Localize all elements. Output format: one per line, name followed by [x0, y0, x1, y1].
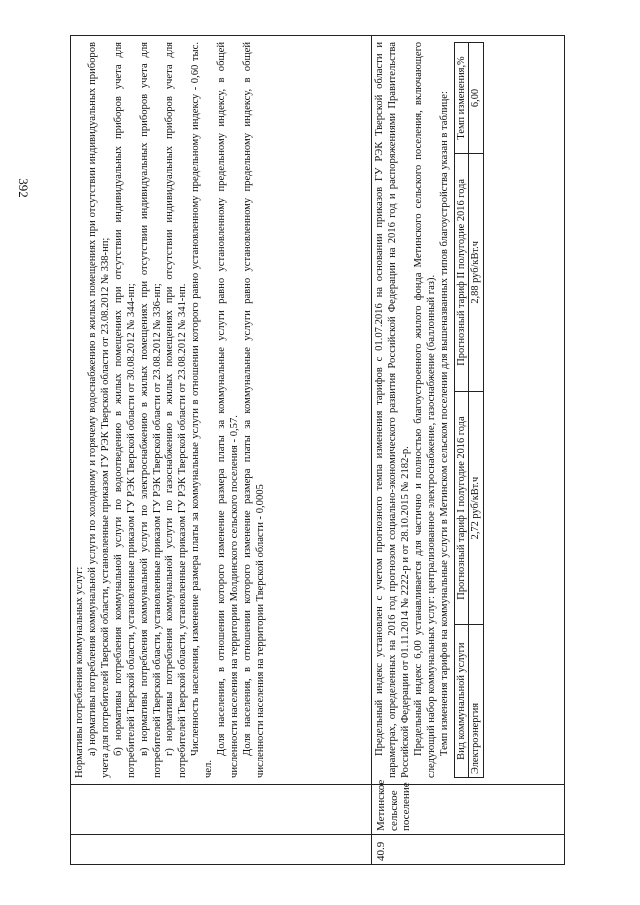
document-table — [70, 35, 565, 865]
paragraph: в) нормативы потребления коммунальной услуги по электроснабжению в жилых помещениях при отсутствии индивидуальных приборов учета для потребителей Тверской области, установленные приказом ГУ РЭК Тверской области от 23.08.2012 № 336-нп; — [138, 42, 163, 778]
row-content-cell — [371, 36, 564, 784]
tariff-table — [454, 42, 485, 778]
tariff-cell: 2,88 руб/кВт.ч — [469, 153, 484, 391]
paragraph: г) нормативы потребления коммунальной услуги по газоснабжению в жилых помещениях при отсутствии индивидуальных приборов учета для потребителей Тверской области, установленные приказом ГУ РЭК Тверской области от 23.08.2012 № 341-нп. — [164, 42, 189, 778]
tariff-cell: Электроэнергия — [469, 625, 484, 778]
row-number-cell: 40.9 — [371, 834, 564, 864]
paragraph: Доля населения, в отношении которого изменение размера платы за коммунальные услуги равно установленному предельному индексу, в общей численности населения на территории Молдинского сельского поселения - 0,57. — [216, 42, 241, 778]
row-content-cell — [71, 36, 371, 784]
tariff-cell: 2,72 руб/кВт.ч — [469, 391, 484, 625]
paragraph: Нормативы потребления коммунальных услуг: — [74, 566, 85, 778]
row-number-cell — [71, 834, 371, 864]
tariff-table-header — [454, 43, 469, 778]
tariff-table-row — [469, 43, 484, 778]
row-name-cell: Метинское сельское поселение — [371, 784, 564, 834]
rotated-page — [70, 35, 565, 865]
table-row — [71, 36, 372, 864]
tariff-cell: 6,00 — [469, 43, 484, 154]
header-cell: Вид коммунальной услуги — [454, 625, 469, 778]
header-cell: Прогнозный тариф II полугодие 2016 года — [454, 153, 469, 391]
paragraph: Численность населения, изменение размера платы за коммунальные услуги в отношении которого равно установленному предельному индексу - 0,60 тыс. чел. — [190, 42, 215, 778]
header-cell: Темп изменения,% — [454, 43, 469, 154]
paragraph: Предельный индекс 6,00 устанавливается для частично и полностью благоустроенного жилого фонда Метинского сельского поселения, включающего следующий набор коммунальных услуг: централизованное электроснабжение, газоснабжение (баллонный газ). — [412, 42, 437, 778]
row-name-cell — [71, 784, 371, 834]
paragraph: Темп изменения тарифов на коммунальные услуги в Метинском сельском поселении для вышеназванных типов благоустройства указан в таблице: — [438, 91, 450, 756]
table-row — [371, 36, 564, 864]
header-cell: Прогнозный тариф I полугодие 2016 года — [454, 391, 469, 625]
page-number: 392 — [16, 178, 31, 198]
paragraph: Доля населения, в отношении которого изменение размера платы за коммунальные услуги равно установленному предельному индексу, в общей численности населения на территории Тверской области - 0,0005 — [241, 42, 266, 778]
paragraph: б) нормативы потребления коммунальной услуги по водоотведению в жилых помещениях при отсутствии индивидуальных приборов учета для потребителей Тверской области, установленные приказом ГУ РЭК Тверской области от 30.08.2012 № 344-нп; — [112, 42, 137, 778]
paragraph: а) нормативы потребления коммунальной услуги по холодному и горячему водоснабжению в жилых помещениях при отсутствии индивидуальных приборов учета для потребителей Тверской области, установленные приказом ГУ РЭК Тверской области от 23.08.2012 № 338-нп; — [86, 42, 111, 778]
paragraph: Предельный индекс установлен с учетом прогнозного темпа изменения тарифов с 01.07.2016 на основании приказов ГУ РЭК Тверской области и параметрах, определенных на 2016 год прогнозом социально-экономического развития Российской Федерации на 2016 год и распоряжениями Правительства Российской Федерации от 01.11.2014 № 2222-р и от 28.10.2015 № 2182-р. — [374, 42, 411, 778]
